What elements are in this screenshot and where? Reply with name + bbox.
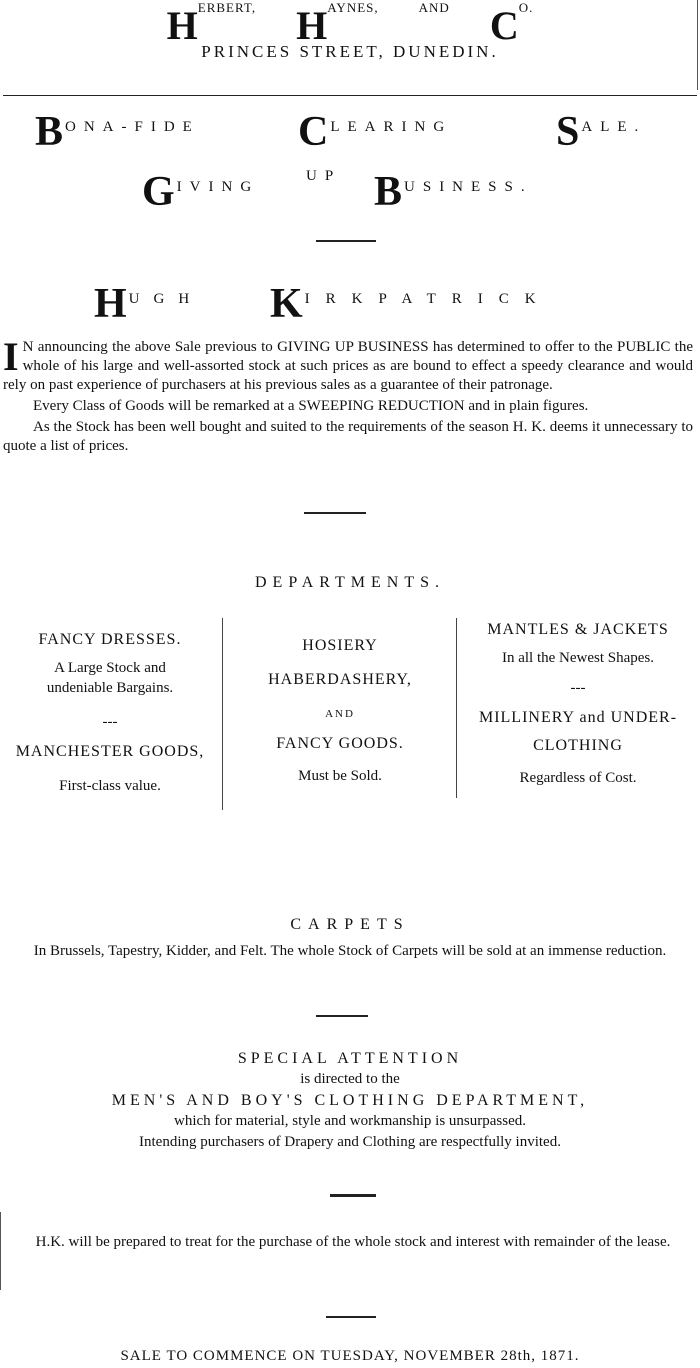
firm-initial-h: H [166, 3, 198, 48]
proprietor-last-name: KIRKPATRICK [270, 281, 552, 327]
column-divider [222, 618, 223, 810]
heading-business: BUSINESS. [374, 169, 533, 215]
firm-address: PRINCES STREET, DUNEDIN. [201, 42, 499, 61]
special-attention [0, 1048, 700, 1153]
dept-fancy-dresses: FANCY DRESSES. [38, 631, 182, 648]
dept-haberdashery: HABERDASHERY, [268, 671, 412, 688]
firm-word-co: O. [518, 0, 534, 15]
announcement-para-1: N announcing the above Sale previous to GIVING UP BUSINESS has determined to offer to the PUBLIC the whole of his large and well-assorted stock at such prices as are bound to effect a speedy clearance and would rely on past experience of purchasers at his previous sales as a guarantee of their patronage. [3, 339, 693, 393]
dept-separator: --- [102, 714, 118, 730]
sale-commence-notice: SALE TO COMMENCE ON TUESDAY, NOVEMBER 28th, 1871. [120, 1348, 580, 1364]
heading-clearing: CLEARING [298, 109, 453, 155]
firm-initial-h2: H [296, 3, 328, 48]
lease-notice: H.K. will be prepared to treat for the purchase of the whole stock and interest with remainder of the lease. [35, 1234, 671, 1250]
special-line-1: is directed to the [300, 1071, 400, 1087]
column-divider [456, 618, 457, 798]
dept-mantles-desc: In all the Newest Shapes. [501, 650, 655, 666]
dept-column-left [4, 630, 216, 796]
firm-initial-c: C [489, 3, 519, 48]
heading-giving: GIVING [142, 169, 260, 215]
proprietor-first-name: HUGH [94, 281, 204, 327]
dept-manchester-goods: MANCHESTER GOODS, [15, 743, 205, 760]
dept-manchester-desc: First-class value. [59, 778, 161, 794]
carpets-text: In Brussels, Tapestry, Kidder, and Felt. The whole Stock of Carpets will be sold at an immense reduction. [33, 943, 667, 959]
special-line-4: Intending purchasers of Drapery and Clothing are respectfully invited. [139, 1134, 561, 1150]
dept-fancy-dresses-desc: A Large Stock and undeniable Bargains. [46, 660, 174, 696]
dept-fancy-goods: FANCY GOODS. [276, 735, 404, 752]
firm-name [0, 0, 700, 48]
announcement [3, 334, 693, 456]
dept-separator: --- [570, 680, 586, 696]
dept-hosiery: HOSIERY [302, 637, 378, 654]
dept-millinery-desc: Regardless of Cost. [519, 770, 637, 786]
drop-cap: I [3, 334, 19, 379]
ornament-rule [326, 1316, 376, 1318]
firm-word-haynes: AYNES, [327, 0, 379, 15]
carpets-heading: CARPETS [290, 916, 410, 933]
dept-mantles-jackets: MANTLES & JACKETS [487, 621, 669, 638]
announcement-para-2: Every Class of Goods will be remarked at a SWEEPING REDUCTION and in plain figures. [33, 398, 589, 414]
dept-column-right [460, 620, 696, 788]
dept-middle-desc: Must be Sold. [298, 768, 382, 784]
ornament-rule [330, 1194, 376, 1197]
dept-millinery: MILLINERY and UNDER- [478, 709, 678, 726]
firm-word-herbert: ERBERT, [197, 0, 257, 15]
ornament-rule [316, 1015, 368, 1017]
border-line [0, 1212, 1, 1290]
departments-heading: DEPARTMENTS. [254, 574, 446, 591]
header-divider [3, 95, 697, 96]
heading-up: UP [306, 168, 342, 184]
heading-bona-fide: BONA-FIDE [35, 109, 200, 155]
dept-column-middle [226, 636, 454, 786]
dept-and: AND [325, 708, 355, 720]
special-department: MEN'S AND BOY'S CLOTHING DEPARTMENT, [111, 1092, 589, 1109]
firm-word-and: AND [418, 0, 450, 15]
special-line-3: which for material, style and workmanship is unsurpassed. [173, 1113, 526, 1129]
ornament-rule [304, 512, 366, 514]
ornament-rule [316, 240, 376, 242]
heading-sale: SALE. [556, 109, 647, 155]
dept-clothing: CLOTHING [533, 737, 623, 754]
special-heading: SPECIAL ATTENTION [237, 1050, 463, 1067]
announcement-para-3: As the Stock has been well bought and suited to the requirements of the season H. K. deems it unnecessary to quote a list of prices. [3, 419, 693, 454]
